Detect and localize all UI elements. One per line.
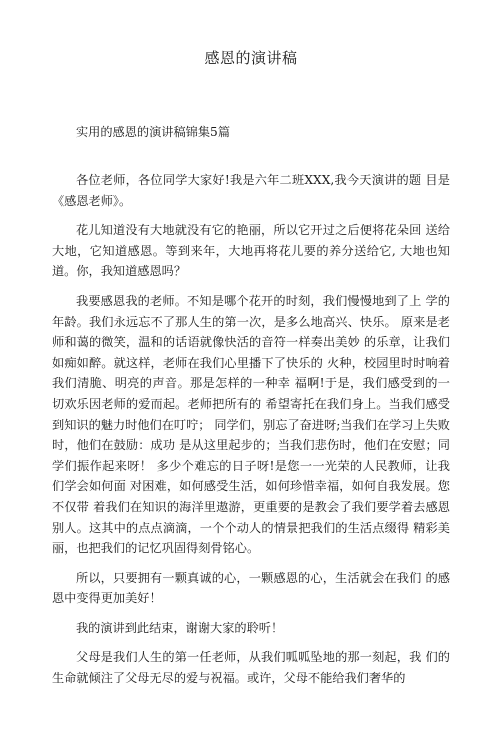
paragraph-thanks: 我的演讲到此结束，谢谢大家的聆听！: [76, 620, 284, 635]
paragraph-conclusion: 所以，只要拥有一颗真诚的心，一颗感恩的心，生活就会在我们 的感恩中变得更加美好！: [52, 570, 450, 606]
paragraph-flowers: 花儿知道没有大地就没有它的艳丽，所以它开过之后便将花朵回 送给大地，它知道感恩。等到来年，大地再将花儿要的养分送给它, 大地也知道。你，我知道感恩吗？: [52, 223, 450, 279]
page-title: 感恩的演讲稿: [204, 49, 298, 67]
paragraph-parents: 父母是我们人生的第一任老师，从我们呱呱坠地的那一刻起，我 们的生命就倾注了父母无尽的爱与祝福。或许，父母不能给我们奢华的: [52, 650, 450, 686]
document-subtitle: 实用的感恩的演讲稿锦集5篇: [76, 125, 231, 139]
paragraph-teacher: 我要感恩我的老师。不知是哪个花开的时刻，我们慢慢地到了上 学的年龄。我们永远忘不了那人生的第一次，是多么地高兴、快乐。 原来是老师和蔼的微笑，温和的话语就像快活的音符一样奏出美妙 的乐章，让我们如痴如醉。就这样，老师在我们心里播下了快乐的 火种，校园里时时响着我们清脆、明亮的声音。那是怎样的一种幸 福啊!于是，我们感受到的一切欢乐因老师的爱而起。老师把所有的 希望寄托在我们身上。当我们感受到知识的魅力时他们在叮咛； 同学们，别忘了奋进呀;当我们在学习上失败时，他们在鼓励：成功 是从这里起步的；当我们悲伤时，他们在安慰；同学们振作起来呀！ 多少个难忘的日子呀!是您一一光荣的人民教师，让我们学会如何面 对困难，如何感受生活，如何珍惜幸福，如何自我发展。您不仅带 着我们在知识的海洋里遨游，更重要的是教会了我们要学着去感恩 别人。这其中的点点滴滴，一个个动人的情景把我们的生活点缀得 精彩美丽，也把我们的记忆巩固得刻骨铭心。: [52, 293, 450, 556]
paragraph-greeting: 各位老师，各位同学大家好!我是六年二班XXX,我今天演讲的题 目是《感恩老师》。: [52, 173, 450, 208]
